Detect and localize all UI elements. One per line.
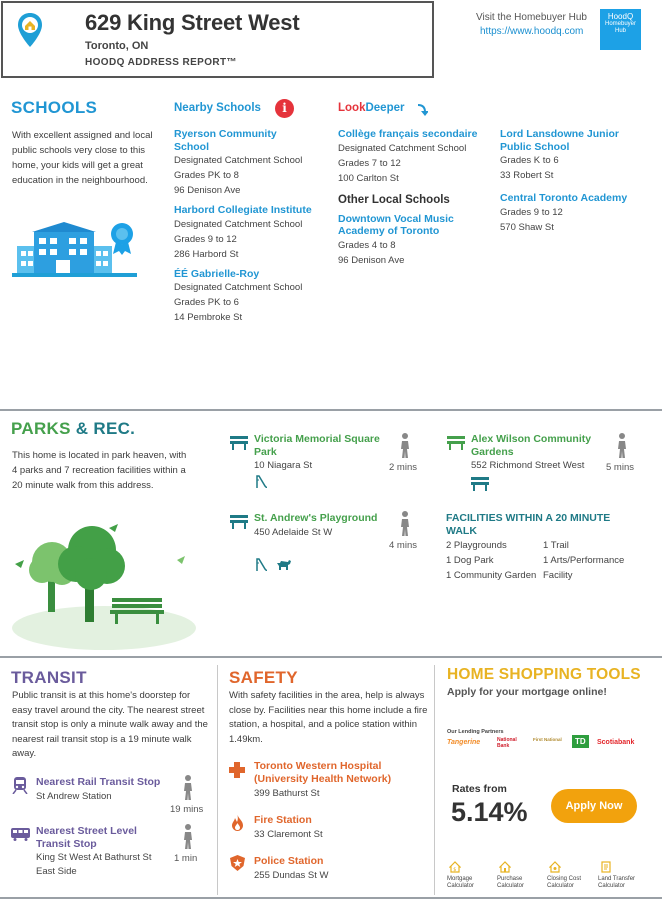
lookdeeper-link[interactable]: [338, 102, 404, 114]
street-stop-name[interactable]: King St West At Bathurst St East Side: [36, 852, 152, 877]
bench-icon: [447, 436, 465, 450]
walk-time: 4 mins: [389, 540, 417, 551]
address-title: 629 King Street West: [85, 10, 300, 35]
playground-slide-icon: [255, 474, 267, 488]
school-detail: Grades 4 to 8: [338, 239, 396, 251]
hub-visit-text: Visit the Homebuyer Hub: [476, 12, 587, 23]
partner-scotiabank[interactable]: Scotiabank: [597, 739, 635, 746]
arrow-down-icon: [416, 103, 428, 117]
school-entry: [174, 268, 314, 326]
school-detail: 570 Shaw St: [500, 221, 554, 233]
shopping-tools-subtitle: Apply for your mortgage online!: [447, 686, 607, 698]
shopping-tools-title: HOME SHOPPING TOOLS: [447, 666, 641, 683]
section-divider: [0, 409, 662, 411]
school-column-2: [338, 128, 478, 268]
school-detail: Grades 9 to 12: [174, 233, 237, 245]
facilities-left-list: [446, 538, 541, 583]
hub-url-link[interactable]: https://www.hoodq.com: [480, 26, 584, 37]
house-icon: [499, 861, 511, 873]
park-name[interactable]: Alex Wilson Community Gardens: [471, 433, 592, 458]
walk-time: 19 mins: [170, 804, 204, 815]
facility-item: 1 Arts/Performance Facility: [543, 555, 625, 581]
school-detail: Grades PK to 8: [174, 170, 239, 181]
partner-first-national[interactable]: First National: [533, 737, 562, 742]
facilities-title: FACILITIES WITHIN A 20 MINUTE WALK: [446, 512, 611, 537]
report-label: HOODQ ADDRESS REPORT™: [85, 57, 237, 68]
park-address: 10 Niagara St: [254, 460, 313, 471]
park-trees-illustration: [12, 520, 197, 650]
lending-partners-label: Our Lending Partners: [447, 729, 504, 735]
partner-national-bank[interactable]: National Bank: [497, 737, 517, 749]
fire-station-name[interactable]: Fire Station: [254, 814, 312, 826]
school-entry: [338, 213, 478, 268]
hub-logo-line2: Homebuyer: [604, 21, 636, 27]
schools-title: SCHOOLS: [11, 98, 98, 117]
transit-title: TRANSIT: [11, 668, 87, 687]
calc-label-1: Mortgage: [447, 876, 473, 882]
walking-person-icon: [397, 433, 413, 459]
fire-flame-icon: [232, 815, 243, 831]
walking-person-icon: [180, 824, 196, 850]
school-column-3: [500, 128, 650, 235]
school-detail: Grades 7 to 12: [338, 157, 401, 169]
safety-intro: With safety facilities in the area, help is always close by. Facilities near this home include a fire station, a hospital, and a police station within 1.49km.: [229, 690, 428, 745]
police-station-name[interactable]: Police Station: [254, 855, 324, 867]
walk-time: 5 mins: [606, 462, 634, 473]
school-column-1: [174, 128, 314, 325]
playground-slide-icon: [255, 557, 267, 571]
park-item: [254, 512, 384, 540]
school-detail: Grades K to 6: [500, 155, 559, 166]
svg-text:$: $: [453, 867, 457, 873]
school-entry: [500, 128, 650, 183]
lookdeeper-deeper: Deeper: [365, 102, 405, 114]
picnic-bench-icon: [471, 477, 489, 491]
dog-park-icon: [276, 557, 291, 571]
partner-td[interactable]: TD: [572, 735, 589, 748]
hospital-address: 399 Bathurst St: [254, 788, 320, 799]
walk-time: 2 mins: [389, 462, 417, 473]
bench-icon: [230, 515, 248, 529]
school-entry: [174, 204, 314, 262]
calc-label-1: Closing Cost: [547, 876, 582, 882]
walking-person-icon: [397, 511, 413, 537]
partner-tangerine[interactable]: Tangerine: [447, 739, 481, 746]
police-station-address: 255 Dundas St W: [254, 870, 329, 881]
bench-icon: [230, 436, 248, 450]
safety-title: SAFETY: [229, 668, 298, 687]
info-icon[interactable]: i: [275, 99, 294, 118]
parks-title: [11, 419, 135, 439]
school-detail: Designated Catchment School: [338, 142, 467, 154]
facility-item: 1 Community Garden: [446, 570, 537, 581]
school-detail: Designated Catchment School: [174, 218, 303, 230]
calc-label-2: Calculator: [497, 883, 525, 889]
school-detail: 14 Pembroke St: [174, 312, 243, 323]
facility-item: 2 Playgrounds: [446, 540, 507, 551]
facilities-right-list: [543, 538, 643, 583]
park-address: 552 Richmond Street West: [471, 460, 585, 471]
purchase-calculator-link[interactable]: [497, 861, 541, 890]
school-name[interactable]: Central Toronto Academy: [500, 192, 628, 204]
section-divider: [0, 656, 662, 658]
fire-station-address: 33 Claremont St: [254, 829, 323, 840]
school-name[interactable]: Downtown Vocal Music Academy of Toronto: [338, 212, 454, 237]
parks-title-part1: PARKS: [11, 419, 71, 438]
calc-label-1: Land Transfer: [598, 876, 636, 882]
streetcar-icon: [11, 827, 30, 841]
house-dollar-icon: [449, 861, 461, 873]
lookdeeper-look: Look: [338, 102, 366, 114]
rates-from-label: Rates from: [452, 783, 507, 795]
school-entry: [500, 192, 650, 235]
school-entry: [338, 128, 478, 186]
calc-label-2: Calculator: [547, 883, 575, 889]
facility-item: 1 Dog Park: [446, 555, 494, 566]
school-name[interactable]: Ryerson Community School: [174, 128, 277, 153]
schools-intro: With excellent assigned and local public schools very close to this home, your kids will get a great education in the neighbourhood.: [12, 130, 153, 186]
hospital-name[interactable]: Toronto Western Hospital (University Health Network): [254, 760, 392, 785]
school-name[interactable]: Harbord Collegiate Institute: [174, 204, 312, 216]
apply-now-button[interactable]: Apply Now: [551, 789, 637, 823]
walk-time: 1 min: [174, 853, 198, 864]
school-detail: Grades 9 to 12: [500, 206, 563, 218]
hub-logo-line3: Hub: [614, 28, 626, 34]
school-detail: Designated Catchment School: [174, 282, 303, 293]
school-detail: 96 Denison Ave: [174, 185, 241, 196]
park-name[interactable]: St. Andrew's Playground: [254, 512, 378, 524]
school-detail: Grades PK to 6: [174, 297, 239, 308]
document-icon: [600, 861, 612, 873]
school-name[interactable]: Lord Lansdowne Junior Public School: [500, 128, 620, 153]
walking-person-icon: [180, 775, 196, 801]
calc-label-2: Calculator: [598, 883, 626, 889]
transit-intro: Public transit is at this home's doorstep for easy travel around the city. The nearest street transit stop is only a minute walk away and the nearest rail transit stop is a 19 minute walk away.: [12, 690, 208, 759]
parks-intro: This home is located in park heaven, with 4 parks and 7 recreation facilities within a 20 minute walk from this address.: [12, 450, 187, 491]
parks-title-part2: & REC.: [70, 419, 136, 438]
house-key-icon: [549, 861, 561, 873]
closing-cost-calculator-link[interactable]: [547, 861, 595, 890]
school-detail: Designated Catchment School: [174, 155, 303, 166]
land-transfer-calculator-link[interactable]: [598, 861, 648, 890]
mortgage-calculator-link[interactable]: [447, 861, 491, 890]
park-address: 450 Adelaide St W: [254, 526, 333, 538]
hub-logo-line1: HoodQ: [607, 12, 634, 21]
hospital-cross-icon: [229, 762, 245, 778]
park-item: [254, 433, 384, 473]
calc-label-2: Calculator: [447, 883, 475, 889]
rail-stop-label: Nearest Rail Transit Stop: [36, 776, 161, 788]
hoodq-hub-logo[interactable]: [600, 9, 641, 50]
school-detail: 286 Harbord St: [174, 248, 239, 260]
nearby-schools-label: Nearby Schools: [174, 102, 261, 114]
park-item: [471, 433, 611, 473]
mortgage-rate-value: 5.14%: [451, 797, 528, 827]
location-pin-icon: [17, 12, 43, 48]
calc-label-1: Purchase: [497, 876, 523, 882]
police-badge-icon: [230, 855, 245, 871]
school-building-icon: [12, 218, 137, 278]
school-detail: 33 Robert St: [500, 170, 554, 181]
school-detail: 100 Carlton St: [338, 172, 399, 184]
train-icon: [12, 777, 28, 794]
column-divider: [217, 665, 218, 895]
bottom-divider: [0, 897, 662, 899]
column-divider: [434, 665, 435, 895]
street-stop-label: Nearest Street Level Transit Stop: [36, 825, 137, 850]
school-entry: [174, 128, 314, 198]
school-name[interactable]: ÉÉ Gabrielle-Roy: [174, 267, 260, 280]
other-schools-label: Other Local Schools: [338, 193, 450, 206]
address-city: Toronto, ON: [85, 40, 149, 52]
park-name[interactable]: Victoria Memorial Square Park: [254, 433, 380, 458]
facility-item: 1 Trail: [543, 540, 569, 551]
walking-person-icon: [614, 433, 630, 459]
school-name[interactable]: Collège français secondaire: [338, 128, 478, 140]
rail-stop-name[interactable]: St Andrew Station: [36, 791, 112, 802]
school-detail: 96 Denison Ave: [338, 254, 405, 266]
